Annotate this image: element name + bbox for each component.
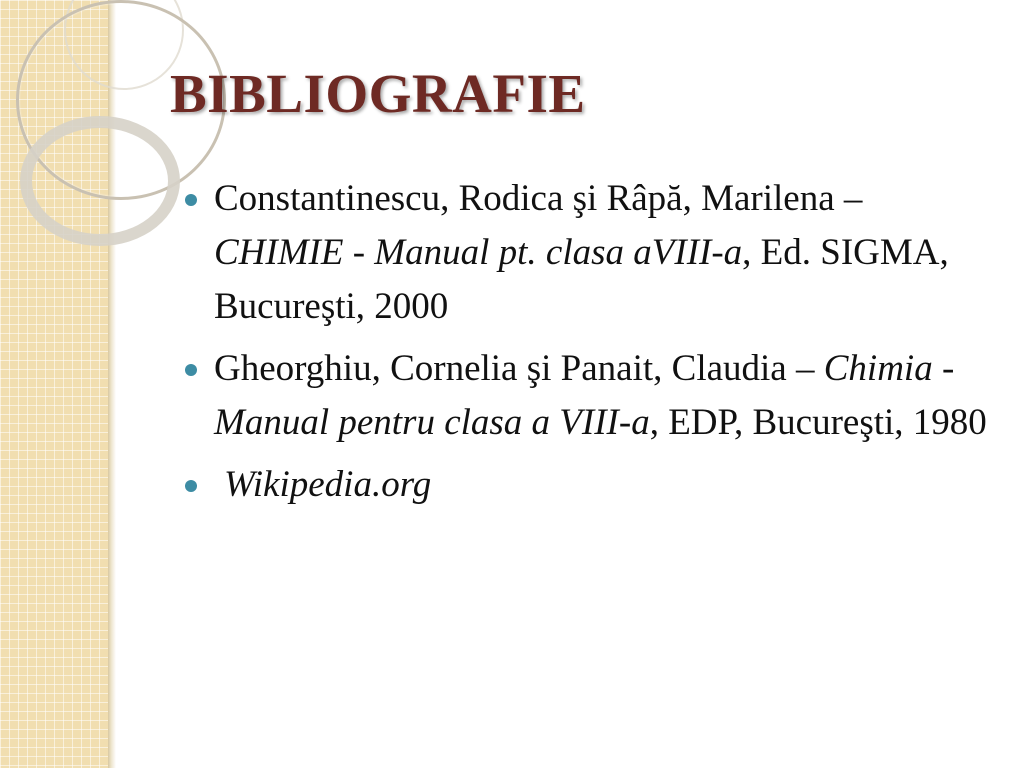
decorative-ring xyxy=(20,116,180,246)
reference-publisher: , Ed. SIGMA, Bucureşti, 2000 xyxy=(214,232,949,327)
reference-title: CHIMIE - Manual pt. clasa aVIII-a xyxy=(214,232,743,273)
bibliography-item xyxy=(176,172,996,334)
reference-authors: Constantinescu, Rodica şi Râpă, Marilena – xyxy=(214,178,863,219)
bullet-icon xyxy=(185,480,197,492)
bibliography-item xyxy=(176,342,996,450)
bibliography-list xyxy=(176,172,996,520)
bibliography-item xyxy=(176,458,996,512)
bullet-icon xyxy=(185,194,197,206)
reference-authors: Gheorghiu, Cornelia şi Panait, Claudia – xyxy=(214,348,824,389)
bullet-icon xyxy=(185,364,197,376)
slide-title: BIBLIOGRAFIE xyxy=(170,63,586,124)
reference-website: Wikipedia.org xyxy=(224,464,432,505)
reference-title: Chimia - Manual pentru clasa a VIII-a xyxy=(214,348,955,443)
reference-publisher: , EDP, Bucureşti, 1980 xyxy=(649,402,987,443)
